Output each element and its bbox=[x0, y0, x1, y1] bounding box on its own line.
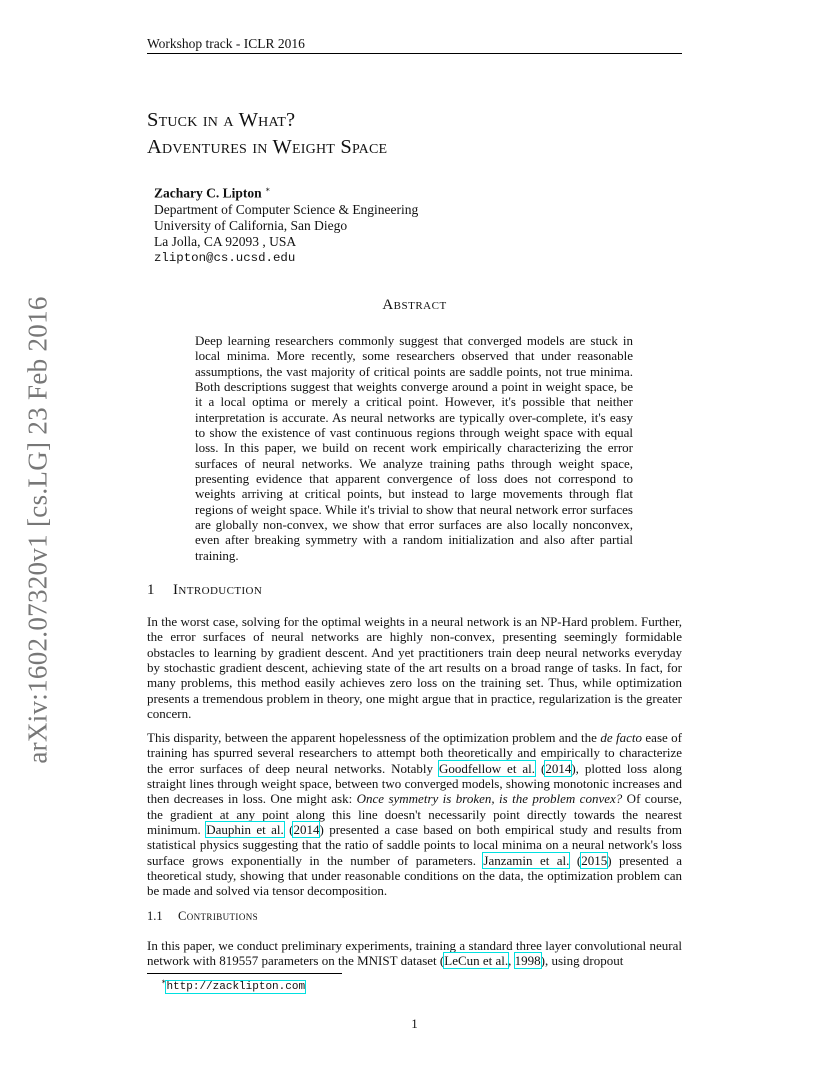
footnote-mark: ∗ bbox=[161, 977, 167, 986]
citation-lecun[interactable]: LeCun et al. bbox=[444, 953, 509, 969]
author-email: zlipton@cs.ucsd.edu bbox=[154, 251, 296, 266]
citation-janzamin-year[interactable]: 2015 bbox=[581, 852, 608, 868]
footnote-rule bbox=[147, 973, 342, 974]
section-heading-introduction bbox=[147, 582, 262, 599]
author-dept: Department of Computer Science & Engineering bbox=[154, 201, 419, 217]
page-number: 1 bbox=[411, 1016, 418, 1031]
question-emphasis: Once symmetry is broken, is the problem convex? bbox=[356, 791, 623, 807]
citation-lecun-year[interactable]: 1998 bbox=[514, 953, 541, 969]
citation-dauphin-year[interactable]: 2014 bbox=[293, 822, 320, 838]
author-footnote-mark: ∗ bbox=[265, 185, 271, 194]
citation-dauphin[interactable]: Dauphin et al. bbox=[206, 822, 284, 838]
de-facto-emphasis: de facto bbox=[600, 730, 642, 745]
intro-paragraph-2: This disparity, between the apparent hopelessness of the optimization problem and the de facto ease of training has spurred several researchers to attempt both theoretically and empirically to characterize the error surfaces of deep neural networks. Notably Goodfellow et al. (2014), plotted loss along straight lines through weight space, between two converged models, showing monotonic increases and then decreases in loss. One might ask: Once symmetry is broken, is the problem convex? Of course, the gradient at any point along this line doesn't necessarily point directly towards the nearest minimum. Dauphin et al. (2014) presented a case based on both empirical study and results from statistical physics suggesting that the ratio of saddle points to local minima on a neural network's loss surface grows exponentially in the number of parameters. Janzamin et al. (2015) presented a theoretical study, showing that under reasonable conditions on the data, the optimization problem can be made and solved via tensor decomposition. bbox=[147, 730, 683, 899]
title-line-2: Adventures in Weight Space bbox=[147, 136, 388, 158]
abstract-heading: Abstract bbox=[382, 297, 447, 313]
running-head: Workshop track - ICLR 2016 bbox=[147, 36, 305, 51]
subsection-title: Contributions bbox=[178, 909, 259, 923]
abstract-text: Deep learning researchers commonly suggest that converged models are stuck in local minima. More recently, some researchers observed that under reasonable assumptions, the vast majority of critical points are saddle points, not true minima. Both descriptions suggest that weights converge around a point in weight space, be it a local optima or merely a critical point. However, it's possible that neither interpretation is accurate. As neural networks are typically over-complete, it's easy to show the existence of vast continuous regions through weight space with equal loss. In this paper, we build on recent work empirically characterizing the error surfaces of neural networks. We analyze training paths through weight space, presenting evidence that apparent convergence of loss does not correspond to weights arriving at critical points, but instead to large movements through flat regions of weight space. While it's trivial to show that neural network error surfaces are globally non-convex, we show that error surfaces are also locally nonconvex, even after breaking symmetry with a random initialization and also after partial training. bbox=[195, 333, 633, 563]
citation-goodfellow[interactable]: Goodfellow et al. bbox=[439, 760, 536, 776]
footnote bbox=[161, 977, 305, 993]
citation-janzamin[interactable]: Janzamin et al. bbox=[483, 852, 570, 868]
footnote-url-link[interactable]: http://zacklipton.com bbox=[166, 980, 306, 993]
section-title: Introduction bbox=[173, 582, 263, 598]
subsection-heading-contributions bbox=[147, 909, 258, 924]
section-number: 1 bbox=[147, 582, 155, 598]
paper-title bbox=[147, 107, 387, 161]
subsection-number: 1.1 bbox=[147, 909, 163, 923]
header-rule bbox=[147, 53, 682, 54]
author-block bbox=[154, 182, 418, 267]
arxiv-stamp-text: arXiv:1602.07320v1 [cs.LG] 23 Feb 2016 bbox=[22, 296, 53, 764]
intro-paragraph-1: In the worst case, solving for the optimal weights in a neural network is an NP-Hard problem. Further, the error surfaces of neural networks are highly non-convex, presenting seemingly formidable obstacles to learning by gradient descent. And yet practitioners train deep neural networks everyday by stochastic gradient descent, achieving state of the art results on a broad range of tasks. In fact, for many problems, this method easily achieves zero loss on the training set. Thus, while optimization presents a tremendous problem in theory, one might argue that in practice, regularization is the greater concern. bbox=[147, 614, 682, 722]
author-name: Zachary C. Lipton bbox=[154, 185, 262, 201]
author-univ: University of California, San Diego bbox=[154, 217, 348, 233]
contributions-paragraph: In this paper, we conduct preliminary experiments, training a standard three layer convolutional neural network with 819557 parameters on the MNIST dataset (LeCun et al., 1998), using dropout bbox=[147, 938, 682, 969]
title-line-1: Stuck in a What? bbox=[147, 109, 296, 131]
author-city: La Jolla, CA 92093 , USA bbox=[154, 234, 297, 250]
citation-goodfellow-year[interactable]: 2014 bbox=[545, 760, 572, 776]
